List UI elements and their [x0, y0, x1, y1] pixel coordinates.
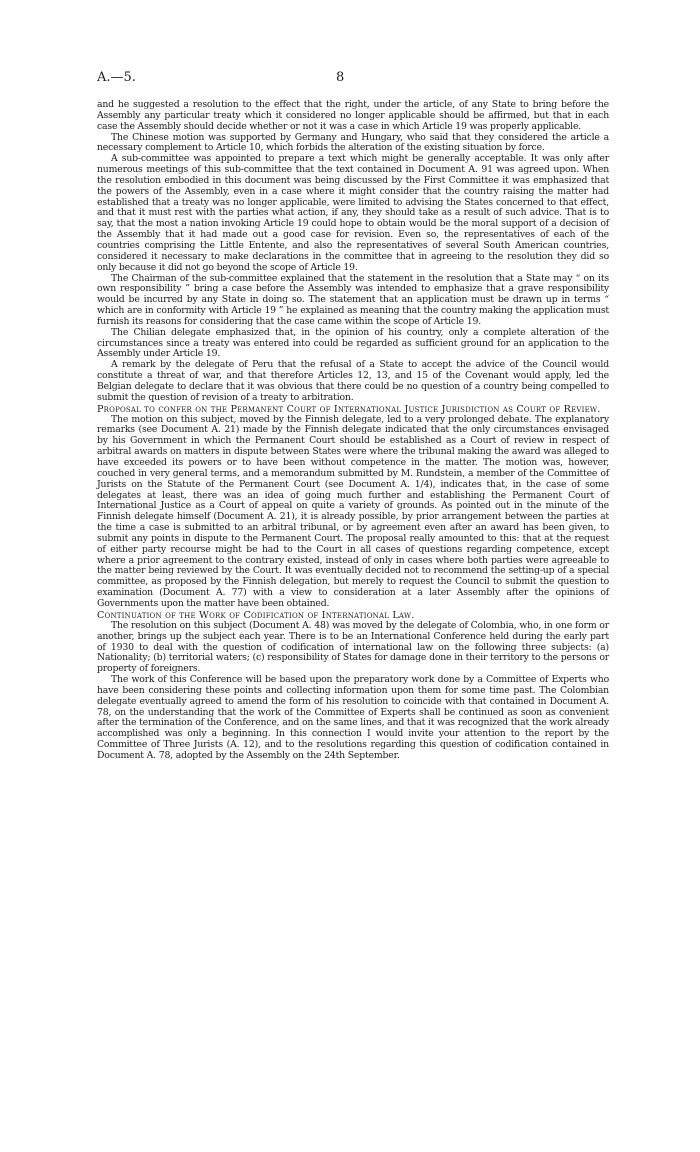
section-heading-court-review: Proposal to confer on the Permanent Court of International Justice Jurisdiction as Court of Review.: [97, 403, 601, 415]
page-number: 8: [336, 70, 345, 85]
section-heading-codification: Continuation of the Work of Codification of International Law.: [97, 609, 415, 621]
paragraph: A remark by the delegate of Peru that the refusal of a State to accept the advice of the Council would constitute a threat of war, and that therefore Articles 12, 13, and 15 of the Covenant would apply, led the Belgian delegate to declare that it was obvious that there could be no question of a country being compelled to submit the question of revision of a treaty to arbitration.: [97, 359, 609, 403]
paragraph: A sub-committee was appointed to prepare a text which might be generally acceptable. It was only after numerous meetings of this sub-committee that the text contained in Document A. 91 was agreed upon. When the resolution embodied in this document was being discussed by the First Committee it was emphasized that the powers of the Assembly, even in a case where it might consider that the country raising the matter had established that a treaty was no longer applicable, were limited to advising the States concerned to that effect, and that it must rest with the parties what action, if any, they should take as a result of such advice. That is to say, that the most a nation invoking Article 19 could hope to obtain would be the moral support of a decision of the Assembly that it had made out a good case for revision. Even so, the representatives of each of the countries comprising the Little Entente, and also the representatives of several South American countries, considered it necessary to make declarations in the committee that in agreeing to the resolution they did so only because it did not go beyond the scope of Article 19.: [97, 153, 609, 273]
paragraph: The resolution on this subject (Document A. 48) was moved by the delegate of Colombia, who, in one form or another, brings up the subject each year. There is to be an International Conference held during the early part of 1930 to deal with the question of codification of international law on the following three subjects: (a) Nationality; (b) territorial waters; (c) responsibility of States for damage done in their territory to the persons or property of foreigners.: [97, 619, 609, 675]
paragraph: The Chilian delegate emphasized that, in the opinion of his country, only a complete alteration of the circumstances since a treaty was entered into could be regarded as sufficient ground for an application to the Assembly under Article 19.: [97, 326, 609, 360]
page-content: [97, 100, 609, 762]
paragraph: and he suggested a resolution to the effect that the right, under the article, of any State to bring before the Assembly any particular treaty which it considered no longer applicable should be affirmed, but that in each case the Assembly should decide whether or not it was a case in which Article 19 was properly applicable.: [97, 99, 609, 132]
paragraph: The work of this Conference will be based upon the preparatory work done by a Committee of Experts who have been considering these points and collecting information upon them for some time past. The Colombian delegate eventually agreed to amend the form of his resolution to coincide with that contained in Document A. 78, on the understanding that the work of the Committee of Experts shall be continued as soon as convenient after the termination of the Conference, and on the same lines, and that it was recognized that the work already accomplished was only a beginning. In this connection I would invite your attention to the report by the Committee of Three Jurists (A. 12), and to the resolutions regarding this question of codification contained in Document A. 78, adopted by the Assembly on the 24th September.: [97, 674, 609, 761]
page-header: [97, 70, 609, 86]
paragraph: The Chairman of the sub-committee explained that the statement in the resolution that a State may “ on its own responsibility ” bring a case before the Assembly was intended to emphasize that a grave responsibility would be incurred by any State in doing so. The statement that an application must be drawn up in terms “ which are in conformity with Article 19 ” he explained as meaning that the country making the application must furnish its reasons for considering that the case came within the scope of Article 19.: [97, 272, 609, 327]
paragraph: The Chinese motion was supported by Germany and Hungary, who said that they considered the article a necessary complement to Article 10, which forbids the alteration of the existing situation by force.: [97, 131, 609, 154]
document-reference: A.—5.: [97, 70, 136, 85]
paragraph: The motion on this subject, moved by the Finnish delegate, led to a very prolonged debate. The explanatory remarks (see Document A. 21) made by the Finnish delegate indicated that the only circumstances envisaged by his Government in which the Permanent Court should be established as a Court of review in respect of arbitral awards on matters in dispute between States were where the tribunal making the award was alleged to have exceeded its powers or to have been without competence in the matter. The motion was, however, couched in very general terms, and a memorandum submitted by M. Rundstein, a member of the Committee of Jurists on the Statute of the Permanent Court (see Document A. 1/4), indicates that, in the case of some delegates at least, there was an idea of going much further and establishing the Permanent Court of International Justice as a Court of appeal on quite a variety of grounds. As pointed out in the minute of the Finnish delegate himself (Document A. 21), it is already possible, by prior arrangement between the parties at the time a case is submitted to an arbitral tribunal, or by agreement even after an award has been given, to submit any points in dispute to the Permanent Court. The proposal really amounted to this: that at the request of either party recourse might be had to the Court in all cases of questions regarding competence, except where a prior agreement to the contrary existed, instead of only in cases where both parties were agreeable to the matter being reviewed by the Court. It was eventually decided not to recommend the setting-up of a special committee, as proposed by the Finnish delegation, but merely to request the Council to submit the question to examination (Document A. 77) with a view to consideration at a later Assembly after the opinions of Governments upon the matter have been obtained.: [97, 413, 609, 609]
